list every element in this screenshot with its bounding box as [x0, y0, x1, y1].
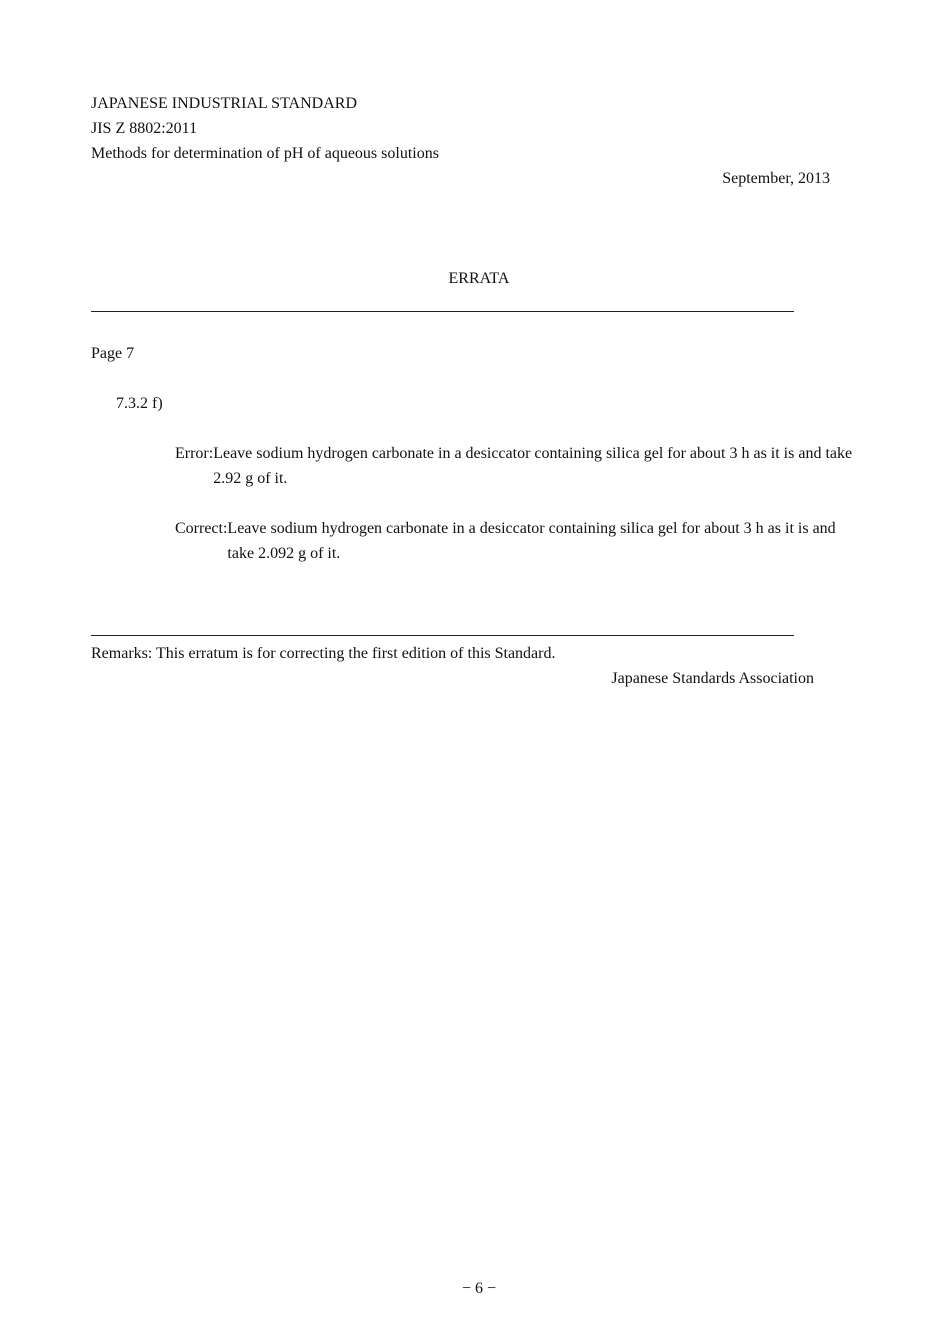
page-number: − 6 −	[461, 1280, 497, 1297]
correct-label: Correct:	[175, 520, 228, 537]
correct-text: Leave sodium hydrogen carbonate in a desiccator containing silica gel for about 3 h as it is and take 2.092 g of it.	[227, 520, 836, 562]
clause-reference: 7.3.2 f)	[116, 395, 163, 412]
publication-date: September, 2013	[722, 170, 830, 187]
document-header	[91, 91, 439, 166]
error-text: Leave sodium hydrogen carbonate in a desiccator containing silica gel for about 3 h as it is and take 2.92 g of it.	[213, 445, 853, 487]
error-entry	[175, 441, 875, 491]
organization-name: Japanese Standards Association	[611, 670, 814, 687]
page-title: ERRATA	[448, 270, 510, 287]
standard-number: JIS Z 8802:2011	[91, 120, 198, 137]
correct-entry	[175, 516, 855, 566]
error-label: Error:	[175, 445, 214, 462]
remarks: Remarks: This erratum is for correcting the first edition of this Standard.	[91, 645, 556, 662]
standard-type: JAPANESE INDUSTRIAL STANDARD	[91, 95, 357, 112]
bottom-divider	[91, 635, 794, 636]
top-divider	[91, 311, 794, 312]
page-reference: Page 7	[91, 345, 135, 362]
standard-title: Methods for determination of pH of aqueous solutions	[91, 145, 439, 162]
